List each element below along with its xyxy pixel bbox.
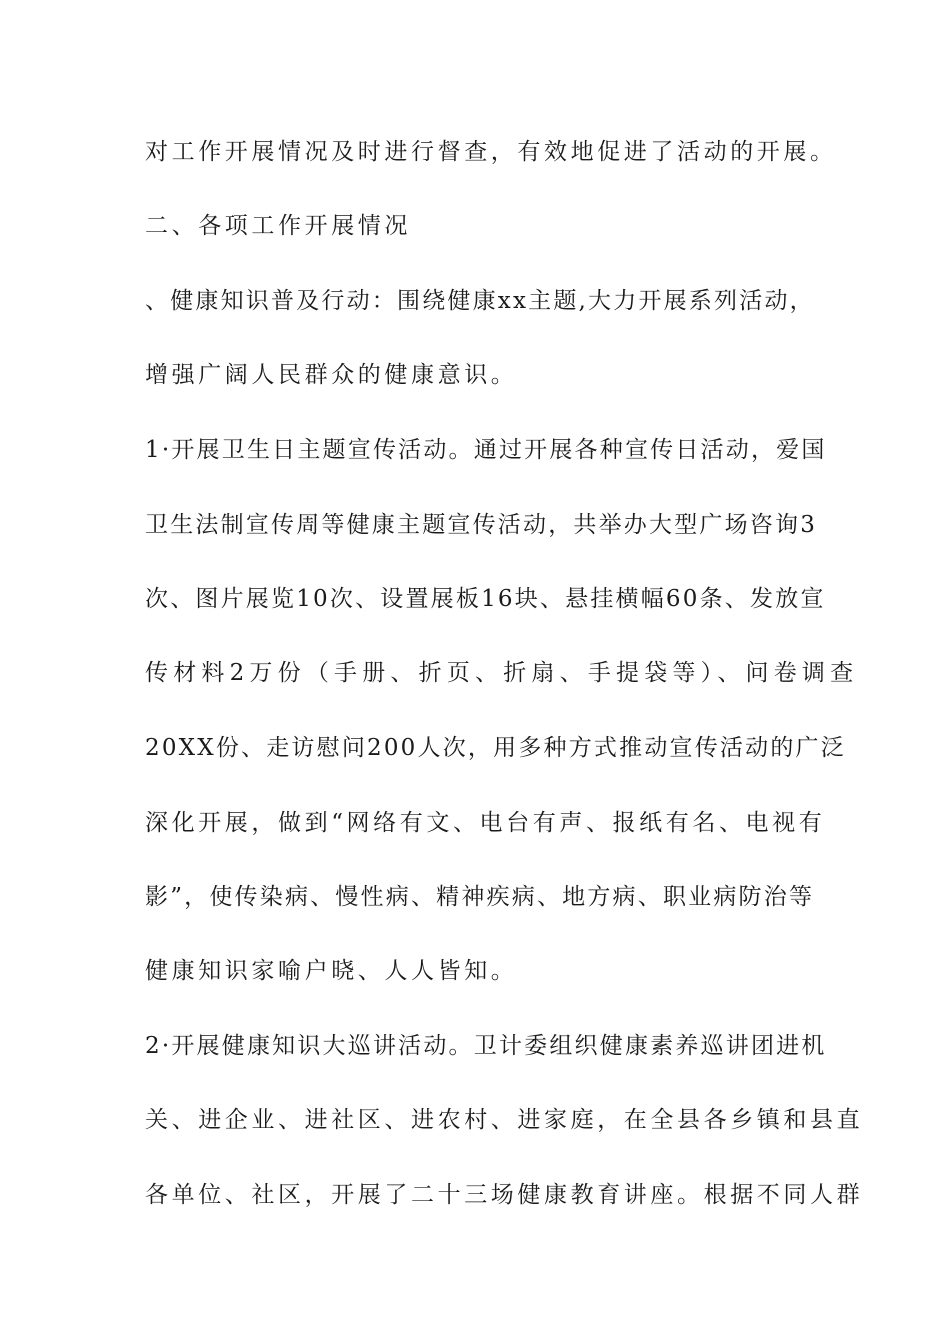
paragraph-line: 增强广阔人民群众的健康意识。 (145, 362, 518, 388)
paragraph-line: 对工作开展情况及时进行督查，有效地促进了活动的开展。 (145, 139, 837, 165)
paragraph-line: 、健康知识普及行动：围绕健康xx主题,大力开展系列活动， (145, 288, 815, 314)
paragraph-line: 影”，使传染病、慢性病、精神疾病、地方病、职业病防治等 (145, 884, 815, 910)
paragraph-line: 各单位、社区，开展了二十三场健康教育讲座。根据不同人群 (145, 1182, 864, 1208)
paragraph-line: 深化开展，做到“网络有文、电台有声、报纸有名、电视有 (145, 810, 826, 836)
section-heading: 二、各项工作开展情况 (145, 213, 411, 239)
paragraph-line: 1·开展卫生日主题宣传活动。通过开展各种宣传日活动，爱国 (145, 437, 827, 463)
paragraph-line: 关、进企业、进社区、进农村、进家庭，在全县各乡镇和县直 (145, 1107, 864, 1133)
paragraph-line: 卫生法制宣传周等健康主题宣传活动，共举办大型广场咨询3 (145, 512, 818, 538)
paragraph-line: 20XX份、走访慰问200人次，用多种方式推动宣传活动的广泛 (145, 735, 846, 761)
paragraph-line: 传材料2万份（手册、折页、折扇、手提袋等）、问卷调查 (145, 660, 859, 686)
paragraph-line: 2·开展健康知识大巡讲活动。卫计委组织健康素养巡讲团进机 (145, 1033, 827, 1059)
paragraph-line: 次、图片展览10次、设置展板16块、悬挂横幅60条、发放宣 (145, 586, 826, 612)
paragraph-line: 健康知识家喻户晓、人人皆知。 (145, 958, 518, 984)
